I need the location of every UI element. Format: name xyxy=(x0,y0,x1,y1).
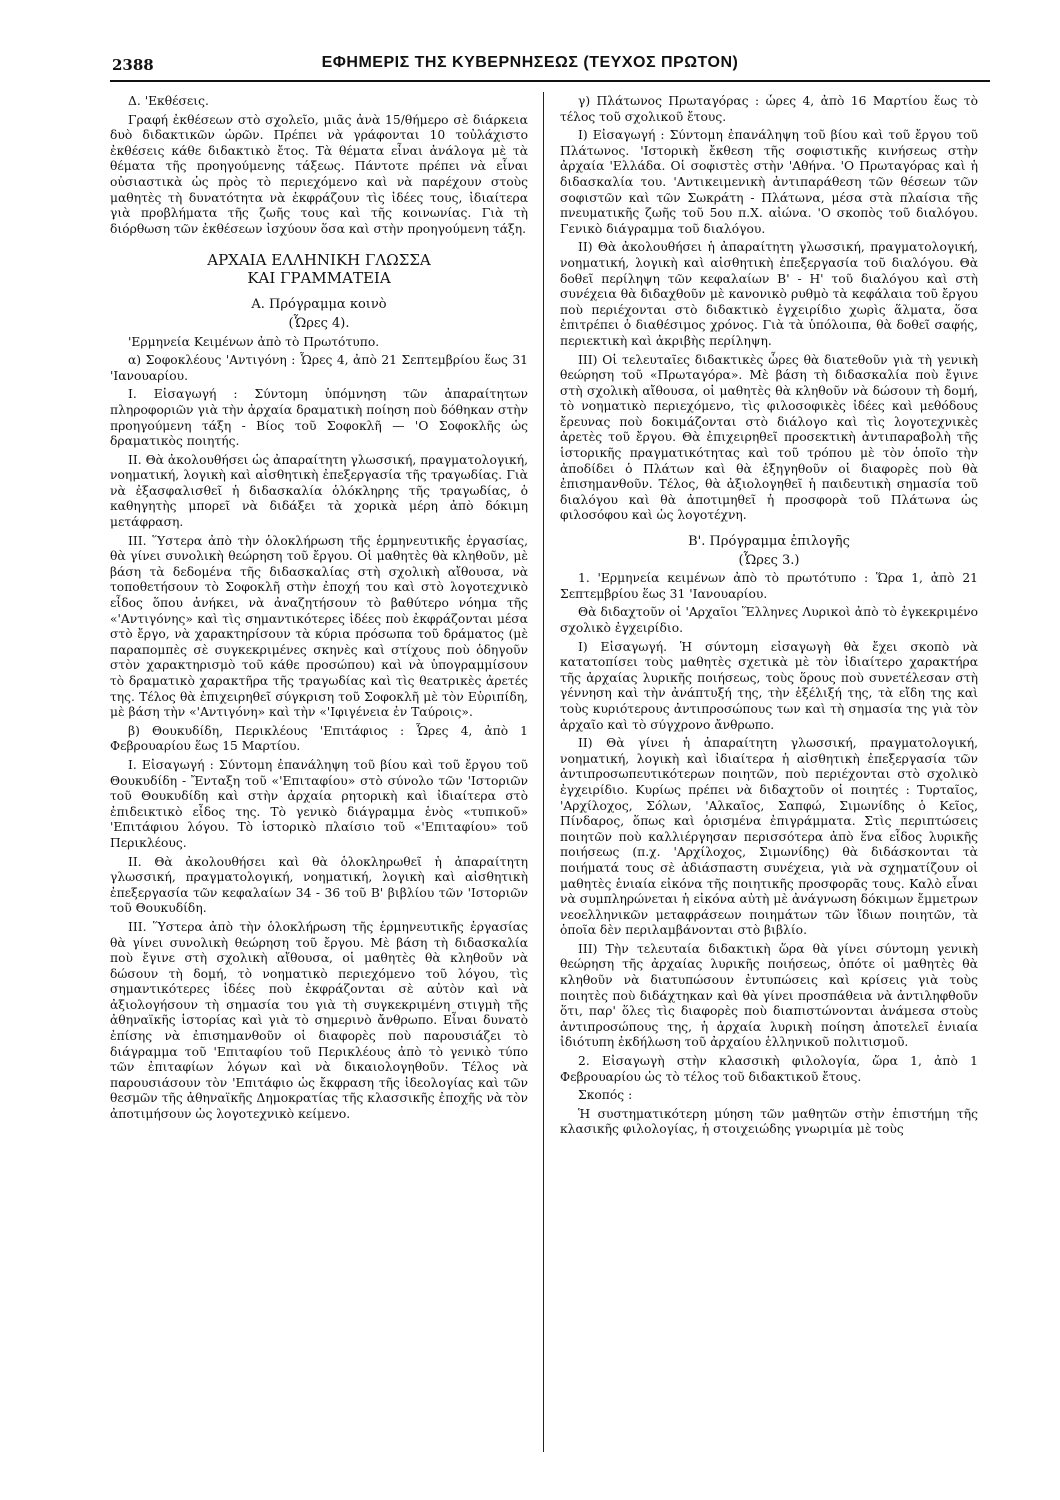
item-a-part-1: Ι. Εἰσαγωγή : Σύντομη ὑπόμνηση τῶν ἀπαραίτητων πληροφοριῶν γιὰ τὴν ἀρχαία δραματικὴ ποίηση ποὺ δόθηκαν στὴν προηγούμενη τάξη - Βίος τοῦ Σοφοκλῆ — 'Ο Σοφοκλῆς ὡς δραματικὸς ποιητής. xyxy=(110,387,528,449)
program-a-heading: Α. Πρόγραμμα κοινὸ xyxy=(251,297,387,313)
item-c-part-3: ΙΙΙ) Οἱ τελευταῖες διδακτικὲς ὧρες θὰ διατεθοῦν γιὰ τὴ γενικὴ θεώρηση τοῦ «Πρωταγόρα». Μὲ βάση τὴ διδασκαλία ποὺ ἔγινε στὴ σχολικὴ αἴθουσα, οἱ μαθητὲς θὰ κληθοῦν νὰ δώσουν τὴ δομή, τὸ νοηματικὸ περιεχόμενο, τὶς φιλοσοφικὲς ἰδέες καὶ μεθόδους ἔρευνας ποὺ δοκιμάζονται στὸ διάλογο καὶ τὶς λογοτεχνικὲς ἀρετὲς τοῦ ἔργου. Θὰ ἐπιχειρηθεῖ προσεκτικὴ ἀντιπαραβολὴ τῆς ἱστορικῆς πραγματικότητας καὶ τοῦ τρόπου μὲ τὸν ὁποῖο τὴν ἀποδίδει ὁ Πλάτων καὶ θὰ ἐξηγηθοῦν οἱ διαφορὲς ποὺ θὰ ἐπισημανθοῦν. Τέλος, θὰ ἀξιολογηθεῖ ἡ παιδευτικὴ σημασία τοῦ διαλόγου καὶ θὰ ἀποτιμηθεῖ ἡ προσφορὰ τοῦ Πλάτωνα ὡς φιλοσόφου καὶ ὡς λογοτέχνη. xyxy=(560,352,978,523)
running-head-title: ΕΦΗΜΕΡΙΣ ΤΗΣ ΚΥΒΕΡΝΗΣΕΩΣ (ΤΕΥΧΟΣ ΠΡΩΤΟΝ) xyxy=(321,54,739,71)
program-b-hours: (Ὧρες 3.) xyxy=(738,552,800,568)
section-d-text: Γραφή ἐκθέσεων στὸ σχολεῖο, μιᾶς ἀνὰ 15/θήμερο σὲ διάρκεια δυὸ διδακτικῶν ὡρῶν. Πρέπει νὰ γράφονται 10 τοὐλάχιστο ἐκθέσεις κάθε διδακτικὸ ἔτος. Τὰ θέματα εἶναι ἀνάλογα μὲ τὰ θέματα τῆς προηγούμενης τάξεως. Πάντοτε πρέπει νὰ εἶναι οὐσιαστικὰ ὡς πρὸς τὸ περιεχόμενο καὶ νὰ παρέχουν στοὺς μαθητὲς τὴ δυνατότητα νὰ ἐκφράζουν τὶς ἰδέες τους, ἰδιαίτερα γιὰ προβλήματα τῆς ζωῆς τους καὶ τῆς κοινωνίας. Γιὰ τὴ διόρθωση τῶν ἐκθέσεων ἰσχύουν ὅσα καὶ στὴν προηγούμενη τάξη. xyxy=(110,112,528,236)
item-a-part-3: ΙΙΙ. Ὕστερα ἀπὸ τὴν ὁλοκλήρωση τῆς ἑρμηνευτικῆς ἐργασίας, θὰ γίνει συνολικὴ θεώρηση τοῦ ἔργου. Οἱ μαθητὲς θὰ κληθοῦν, μὲ βάση τὰ δεδομένα τῆς διδασκαλίας στὴ σχολικὴ αἴθουσα, νὰ τοποθετήσουν τὸ Σοφοκλῆ στὴν ἐποχή του καὶ στὸ λογοτεχνικὸ εἶδος ὅπου ἀνήκει, νὰ ἀναζητήσουν τὸ βαθύτερο νόημα τῆς «'Αντιγόνης» καὶ τὶς σημαντικότερες ἰδέες ποὺ ἐκφράζονται μέσα στὸ ἔργο, νὰ χαρακτηρίσουν τὰ κύρια πρόσωπα τοῦ δράματος (μὲ παραπομπὲς σὲ συγκεκριμένες σκηνὲς καὶ στίχους ποὺ ὁδηγοῦν στὸν χαρακτηρισμὸ τοῦ κάθε προσώπου) καὶ νὰ ὑπογραμμίσουν τὸ δραματικὸ χαρακτῆρα τῆς τραγωδίας καὶ τὶς θεατρικὲς ἀρετές της. Τέλος θὰ ἐπιχειρηθεῖ σύγκριση τοῦ Σοφοκλῆ μὲ τὸν Εὐριπίδη, μὲ βάση τὴν «'Αντιγόνη» καὶ τὴν «'Ιφιγένεια ἐν Ταύροις». xyxy=(110,533,528,720)
item-1-part-2: ΙΙ) Θὰ γίνει ἡ ἀπαραίτητη γλωσσική, πραγματολογική, νοηματική, λογικὴ καὶ ἰδιαίτερα ἡ αἰσθητικὴ ἐπεξεργασία τῶν ἀντιπροσωπευτικότερων ποιητῶν, ποὺ περιέχονται στὸ σχολικὸ ἐγχειρίδιο. Κυρίως πρέπει νὰ διδαχτοῦν οἱ ποιητές : Τυρταῖος, 'Αρχίλοχος, Σόλων, 'Αλκαῖος, Σαπφώ, Σιμωνίδης ὁ Κεῖος, Πίνδαρος, ὅπως καὶ ὁρισμένα ἐπιγράμματα. Στὶς περιπτώσεις ποιητῶν ποὺ καλλιέργησαν περισσότερα ἀπὸ ἕνα εἶδος λυρικῆς ποιήσεως (π.χ. 'Αρχίλοχος, Σιμωνίδης) θὰ διδάσκονται τὰ ποιήματά τους σὲ ἀδιάσπαστη συνέχεια, γιὰ νὰ σχηματίζουν οἱ μαθητὲς ἑνιαία εἰκόνα τῆς ποιητικῆς προσφορᾶς τους. Καλὸ εἶναι νὰ συμπληρώνεται ἡ εἰκόνα αὐτὴ μὲ ἀνάγνωση δόκιμων ἔμμετρων νεοελληνικῶν μεταφράσεων ποιημάτων τῶν ἴδιων ποιητῶν, τὰ ὁποῖα δὲν περιλαμβάνονται στὸ βιβλίο. xyxy=(560,736,978,938)
left-column xyxy=(110,94,528,1464)
item-1-heading: 1. 'Ερμηνεία κειμένων ἀπὸ τὸ πρωτότυπο : Ὥρα 1, ἀπὸ 21 Σεπτεμβρίου ἕως 31 'Ιανουαρίου. xyxy=(560,571,978,601)
item-c-heading: γ) Πλάτωνος Πρωταγόρας : ὧρες 4, ἀπὸ 16 Μαρτίου ἕως τὸ τέλος τοῦ σχολικοῦ ἔτους. xyxy=(560,94,978,124)
header-rule xyxy=(110,80,990,82)
item-a-part-2: ΙΙ. Θὰ ἀκολουθήσει ὡς ἀπαραίτητη γλωσσική, πραγματολογική, νοηματική, λογικὴ καὶ αἰσθητικὴ ἐπεξεργασία τῆς τραγωδίας. Γιὰ νὰ ἐξασφαλισθεῖ ἡ διδασκαλία ὁλόκληρης τῆς τραγωδίας, ὁ καθηγητὴς μπορεῖ νὰ διδάξει τὰ χορικὰ μέρη ἀπὸ δόκιμη μετάφραση. xyxy=(110,452,528,530)
item-1-part-3: ΙΙΙ) Τὴν τελευταία διδακτικὴ ὥρα θὰ γίνει σύντομη γενικὴ θεώρηση τῆς ἀρχαίας λυρικῆς ποιήσεως, ὁπότε οἱ μαθητὲς θὰ κληθοῦν νὰ διατυπώσουν ἐντυπώσεις καὶ κρίσεις γιὰ τοὺς ποιητὲς ποὺ διδάχτηκαν καὶ θὰ γίνει προσπάθεια νὰ ἀντιληφθοῦν ὅτι, παρ' ὅλες τὶς διαφορὲς ποὺ διαπιστώνονται ἀνάμεσα στοὺς ἀντιπροσώπους της, ἡ ἀρχαία λυρικὴ ποίηση ἀποτελεῖ ἑνιαία ἰδιότυπη ἐκδήλωση τοῦ ἀρχαίου ἑλληνικοῦ πολιτισμοῦ. xyxy=(560,941,978,1050)
main-title-line1: ΑΡΧΑΙΑ ΕΛΛΗΝΙΚΗ ΓΛΩΣΣΑ xyxy=(207,251,431,270)
program-a-hours: (Ὧρες 4). xyxy=(288,315,350,331)
main-title-line2: ΚΑΙ ΓΡΑΜΜΑΤΕΙΑ xyxy=(247,269,391,288)
item-b-part-3: ΙΙΙ. Ὕστερα ἀπὸ τὴν ὁλοκλήρωση τῆς ἑρμηνευτικῆς ἐργασίας θὰ γίνει συνολικὴ θεώρηση τοῦ ἔργου. Μὲ βάση τὴ διδασκαλία ποὺ ἔγινε στὴ σχολικὴ αἴθουσα, οἱ μαθητὲς θὰ κληθοῦν νὰ δώσουν τὴ δομή, τὸ νοηματικὸ περιεχόμενο τοῦ λόγου, τὶς σημαντικότερες ἰδέες ποὺ ἐκφράζονται σὲ αὐτὸν καὶ νὰ ἀξιολογήσουν τὴ σημασία του γιὰ τὴ συγκεκριμένη στιγμὴ τῆς ἀθηναϊκῆς ἱστορίας καὶ γιὰ τὸ σημερινὸ ἄνθρωπο. Εἶναι δυνατὸ ἐπίσης νὰ ἐπισημανθοῦν οἱ διαφορὲς ποὺ παρουσιάζει τὸ διάγραμμα τοῦ 'Επιταφίου τοῦ Περικλέους ἀπὸ τὸ γενικὸ τύπο τῶν ἐπιταφίων λόγων καὶ νὰ δικαιολογηθοῦν. Τέλος νὰ παρουσιάσουν τὸν 'Επιτάφιο ὡς ἔκφραση τῆς ἰδεολογίας καὶ τῶν θεσμῶν τῆς ἀθηναϊκῆς Δημοκρατίας τῆς κλασσικῆς ἐποχῆς νὰ τὸν ἀποτιμήσουν ὡς λογοτεχνικὸ κείμενο. xyxy=(110,919,528,1122)
item-b-heading: β) Θουκυδίδη, Περικλέους 'Επιτάφιος : Ὧρες 4, ἀπὸ 1 Φεβρουαρίου ἕως 15 Μαρτίου. xyxy=(110,723,528,754)
section-d-heading: Δ. 'Εκθέσεις. xyxy=(128,94,209,108)
page-number: 2388 xyxy=(112,56,154,74)
item-c-part-2: ΙΙ) Θὰ ἀκολουθήσει ἡ ἀπαραίτητη γλωσσική, πραγματολογική, νοηματική, λογικὴ καὶ αἰσθητικὴ ἐπεξεργασία τοῦ διαλόγου. Θὰ δοθεῖ περίληψη τῶν κεφαλαίων Β' - Η' τοῦ διαλόγου καὶ στὴ συνέχεια θὰ διδαχθοῦν μὲ κανονικὸ ρυθμὸ τὰ κεφάλαια τοῦ ἔργου ποὺ περιέχονται στὸ διδακτικὸ ἐγχειρίδιο χωρὶς ἅλματα, ὅσα ἐπιτρέπει ὁ διαθέσιμος χρόνος. Γιὰ τὰ ὑπόλοιπα, θὰ δοθεῖ σαφής, περιεκτικὴ καὶ ἀκριβὴς περίληψη. xyxy=(560,240,978,348)
item-c-part-1: Ι) Εἰσαγωγή : Σύντομη ἐπανάληψη τοῦ βίου καὶ τοῦ ἔργου τοῦ Πλάτωνος. 'Ιστορικὴ ἔκθεση τῆς σοφιστικῆς κινήσεως στὴν ἀρχαία 'Ελλάδα. Οἱ σοφιστὲς στὴν 'Αθήνα. 'Ο Πρωταγόρας καὶ ἡ διδασκαλία του. 'Αντικειμενικὴ ἀντιπαράθεση τῶν θέσεων τῶν σοφιστῶν καὶ τῶν Σωκράτη - Πλάτωνα, μέσα στὰ πλαίσια τῆς πνευματικῆς ζωῆς τοῦ 5ου π.Χ. αἰώνα. 'Ο σκοπὸς τοῦ διαλόγου. Γενικὸ διάγραμμα τοῦ διαλόγου. xyxy=(560,128,978,236)
item-b-part-2: ΙΙ. Θὰ ἀκολουθήσει καὶ θὰ ὁλοκληρωθεῖ ἡ ἀπαραίτητη γλωσσική, πραγματολογική, νοηματική, λογικὴ καὶ αἰσθητικὴ ἐπεξεργασία τῶν κεφαλαίων 34 - 36 τοῦ Β' βιβλίου τῶν 'Ιστοριῶν τοῦ Θουκυδίδη. xyxy=(110,854,528,916)
item-a-heading: α) Σοφοκλέους 'Αντιγόνη : Ὧρες 4, ἀπὸ 21 Σεπτεμβρίου ἕως 31 'Ιανουαρίου. xyxy=(110,353,528,383)
interpretation-heading: 'Ερμηνεία Κειμένων ἀπὸ τὸ Πρωτότυπο. xyxy=(128,334,380,349)
right-column xyxy=(560,94,978,1464)
item-2-goal-text: Ἡ συστηματικότερη μύηση τῶν μαθητῶν στὴν ἐπιστήμη τῆς κλασικῆς φιλολογίας, ἡ στοιχειώδης γνωριμία μὲ τοὺς xyxy=(560,1106,978,1137)
column-divider xyxy=(543,92,544,1452)
main-title xyxy=(110,251,528,287)
item-2-heading: 2. Εἰσαγωγὴ στὴν κλασσικὴ φιλολογία, ὥρα 1, ἀπὸ 1 Φεβρουαρίου ὡς τὸ τέλος τοῦ διδακτικοῦ ἔτους. xyxy=(560,1054,978,1084)
item-1-note: Θὰ διδαχτοῦν οἱ 'Αρχαῖοι Ἕλληνες Λυρικοὶ ἀπὸ τὸ ἐγκεκριμένο σχολικὸ ἐγχειρίδιο. xyxy=(560,605,978,635)
item-2-goal-label: Σκοπός : xyxy=(578,1088,633,1103)
program-b-heading: Β'. Πρόγραμμα ἐπιλογῆς xyxy=(688,534,850,550)
item-1-part-1: Ι) Εἰσαγωγή. Ἡ σύντομη εἰσαγωγὴ θὰ ἔχει σκοπὸ νὰ κατατοπίσει τοὺς μαθητὲς σχετικὰ μὲ τὸν ἰδιαίτερο χαρακτήρα τῆς ἀρχαίας λυρικῆς ποιήσεως, τοὺς ὅρους ποὺ συνετέλεσαν στὴ γέννηση καὶ τὴν ἀνάπτυξή της, τὴν ἐξέλιξή της, τὰ εἴδη της καὶ τοὺς κυριότερους ἀντιπροσώπους των καὶ τὴ σημασία της γιὰ τὸν ἀρχαῖο καὶ τὸ σύγχρονο ἄνθρωπο. xyxy=(560,639,978,732)
item-b-part-1: Ι. Εἰσαγωγή : Σύντομη ἐπανάληψη τοῦ βίου καὶ τοῦ ἔργου τοῦ Θουκυδίδη - Ἔνταξη τοῦ «'Επιταφίου» στὸ σύνολο τῶν 'Ιστοριῶν τοῦ Θουκυδίδη καὶ στὴν ἀρχαία ρητορικὴ καὶ ἰδιαίτερα στὸ ἐπιδεικτικὸ εἶδος της. Τὸ γενικὸ διάγραμμα ἑνὸς «τυπικοῦ» 'Επιτάφιου λόγου. Τὸ ἱστορικὸ πλαίσιο τοῦ «'Επιταφίου» τοῦ Περικλέους. xyxy=(110,757,528,850)
